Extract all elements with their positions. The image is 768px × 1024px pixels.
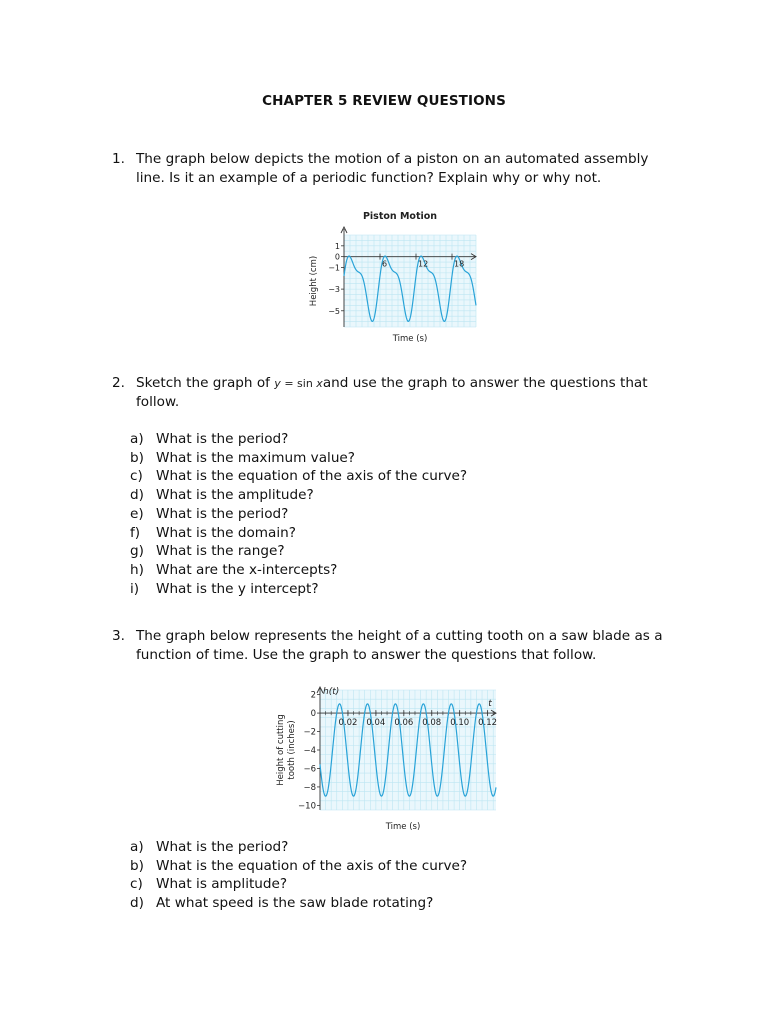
x-tick-label: 0.12 [478, 718, 498, 729]
formula-y: y [274, 377, 281, 390]
q2-line2: follow. [136, 394, 180, 410]
piston-motion-chart [300, 205, 485, 350]
formula-x: x [316, 377, 323, 390]
y-tick-label: −10 [298, 801, 316, 812]
list-item: e) What is the period? [130, 505, 289, 522]
x-axis-name: t [488, 699, 492, 710]
q1-number: 1. [112, 151, 125, 167]
y-axis-label-line2: tooth (inches) [287, 720, 297, 780]
q1-line1: The graph below depicts the motion of a piston on an automated assembly [136, 151, 649, 167]
y-tick-label: 1 [334, 241, 340, 251]
sin-formula [274, 377, 323, 390]
y-tick-label: −1 [328, 263, 340, 273]
list-item: h) What are the x-intercepts? [130, 561, 338, 578]
y-tick-label: −6 [303, 764, 316, 775]
list-item: c) What is the equation of the axis of the curve? [130, 468, 468, 485]
x-tick-label: 0.10 [450, 718, 470, 729]
y-tick-label: −5 [328, 306, 340, 316]
q1-text [136, 150, 648, 188]
y-tick-label: −4 [303, 746, 316, 756]
y-tick-label: 2 [310, 690, 316, 701]
x-tick-label: 6 [382, 259, 388, 269]
formula-equals: = [284, 377, 294, 390]
q2-line1-post: and use the graph to answer the questions that [322, 375, 648, 391]
x-tick-label: 0.08 [422, 718, 442, 729]
y-axis-label-line1: Height of cutting [276, 714, 286, 786]
saw-blade-chart [268, 680, 508, 835]
q2-line1-pre: Sketch the graph of [136, 375, 270, 391]
list-item: c) What is amplitude? [130, 876, 288, 893]
q3-line1: The graph below represents the height of a cutting tooth on a saw blade as a [136, 628, 663, 644]
x-tick-label: 18 [454, 259, 465, 269]
list-item: b) What is the equation of the axis of the curve? [130, 857, 468, 874]
formula-sin: sin [297, 377, 313, 390]
q2-text [136, 374, 648, 412]
x-tick-label: 0.06 [394, 718, 414, 729]
x-tick-label: 12 [418, 259, 429, 269]
list-item: d) What is the amplitude? [130, 487, 314, 504]
q3-list [130, 838, 467, 913]
q3-number: 3. [112, 628, 125, 644]
list-item: f) What is the domain? [130, 524, 296, 541]
y-tick-label: −8 [303, 782, 316, 793]
q3-text [136, 627, 663, 665]
y-tick-label: 0 [310, 709, 316, 720]
q3-line2: function of time. Use the graph to answer the questions that follow. [136, 647, 597, 663]
q2-line1 [136, 374, 648, 393]
q2-number: 2. [112, 375, 125, 391]
y-axis-label: Height (cm) [309, 255, 319, 307]
q2-list [130, 430, 467, 598]
x-axis-label: Time (s) [385, 822, 421, 832]
q1-line2: line. Is it an example of a periodic function? Explain why or why not. [136, 170, 602, 186]
list-item: a) What is the period? [130, 431, 289, 447]
y-axis-name: h(t) [323, 687, 340, 697]
list-item: g) What is the range? [130, 543, 285, 560]
list-item: i) What is the y intercept? [130, 580, 319, 597]
y-tick-label: −2 [303, 727, 316, 738]
list-item: d) At what speed is the saw blade rotating? [130, 895, 434, 912]
list-item: b) What is the maximum value? [130, 449, 356, 466]
x-axis-label: Time (s) [392, 334, 428, 344]
y-tick-label: 0 [334, 252, 340, 262]
document-title: CHAPTER 5 REVIEW QUESTIONS [262, 93, 506, 109]
x-tick-label: 0.02 [338, 718, 358, 729]
chart-title: Piston Motion [362, 211, 438, 222]
y-tick-label: −3 [328, 285, 340, 295]
x-tick-label: 0.04 [366, 718, 386, 729]
list-item: a) What is the period? [130, 839, 289, 855]
